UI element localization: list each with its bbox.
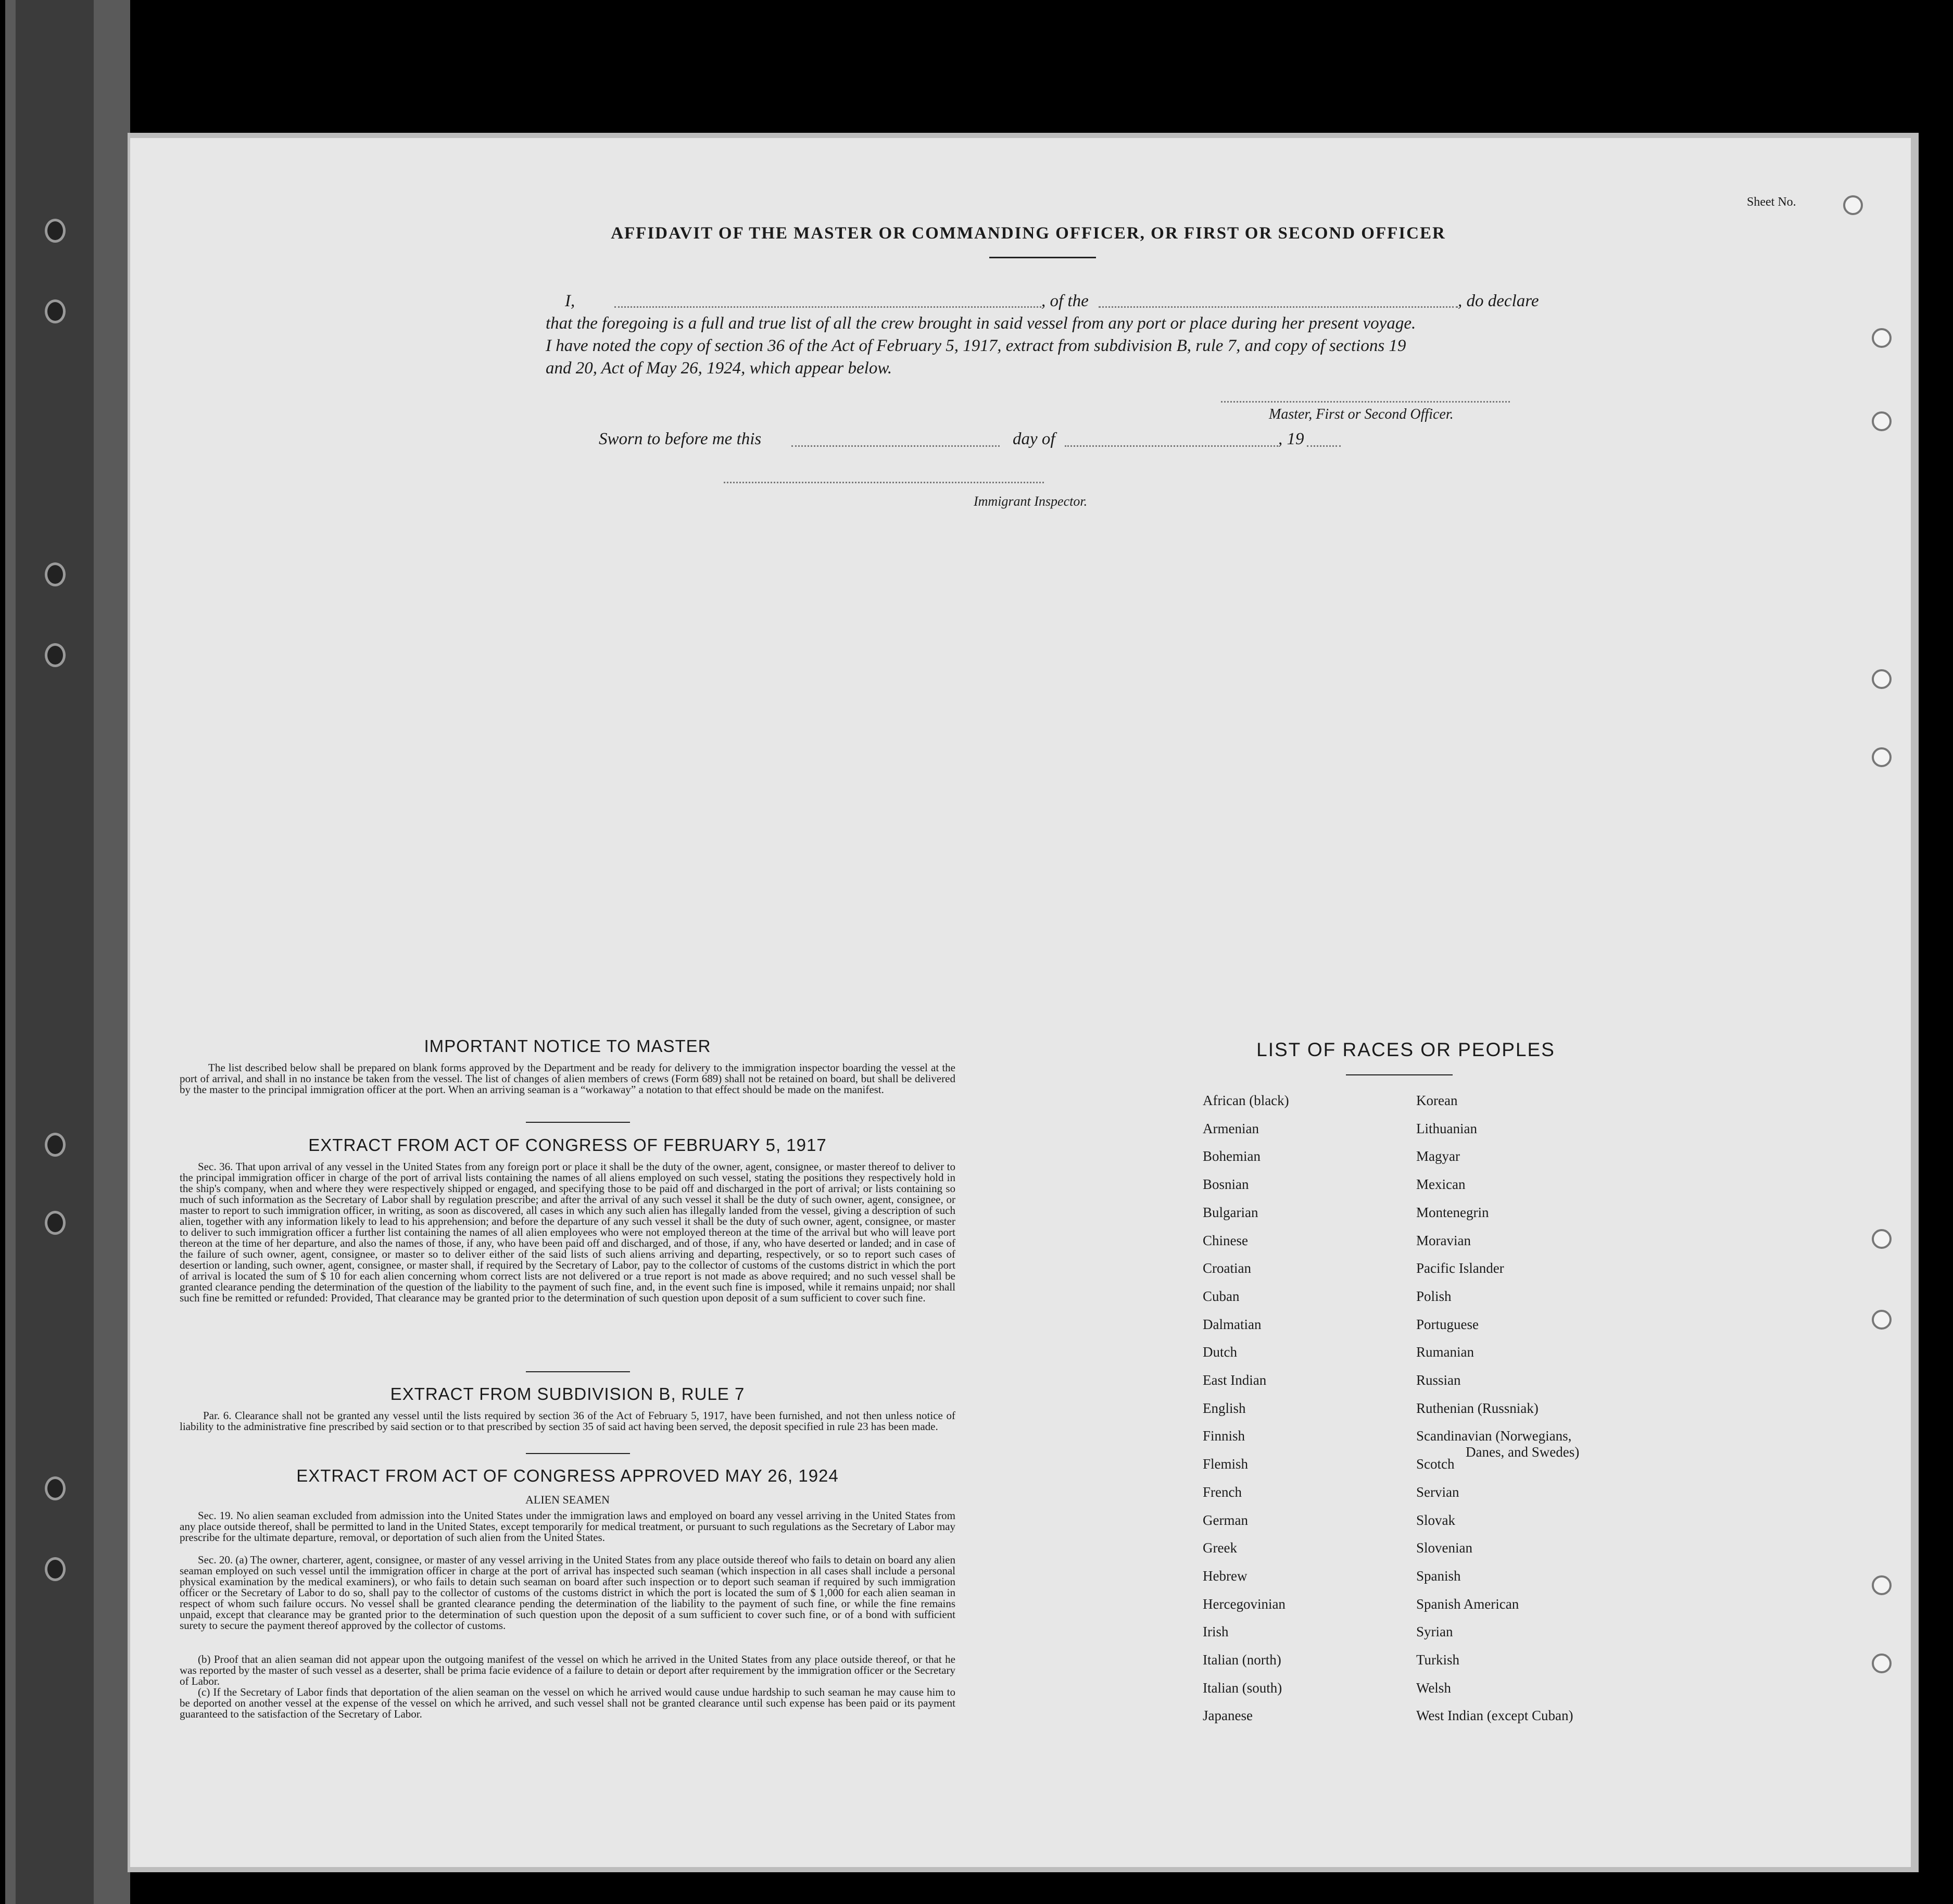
sworn-month-field[interactable]: [1065, 445, 1278, 447]
punch-hole: [1872, 1575, 1892, 1595]
year-label: , 19: [1278, 430, 1304, 448]
affidavit-line-2: that the foregoing is a full and true list of all the crew brought in said vessel from any port or place during her present voyage.: [546, 314, 1416, 333]
race-item: Dutch: [1203, 1344, 1237, 1360]
race-item: Moravian: [1416, 1233, 1471, 1248]
race-item: Rumanian: [1416, 1344, 1474, 1360]
race-item: German: [1203, 1512, 1248, 1528]
binder-ring: [45, 219, 66, 243]
race-item: Japanese: [1203, 1708, 1253, 1723]
race-item: Chinese: [1203, 1233, 1248, 1248]
divider: [526, 1453, 630, 1454]
punch-hole: [1872, 747, 1892, 767]
race-item: Servian: [1416, 1484, 1459, 1500]
sec-20b-text: (b) Proof that an alien seaman did not appear upon the outgoing manifest of the vessel on which he arrived in the United States from any place outside thereof, or that he was reported by the master of such vessel as a deserter, shall be prima facie evidence of a failure to detain or deport after requirement by the immigration officer or the Secretary of Labor.: [180, 1653, 955, 1687]
extract-1917-title: EXTRACT FROM ACT OF CONGRESS OF FEBRUARY 5, 1917: [308, 1135, 827, 1155]
divider: [526, 1371, 630, 1372]
inspector-signature-line[interactable]: [724, 482, 1044, 483]
divider: [526, 1122, 630, 1123]
race-item: Spanish: [1416, 1568, 1461, 1584]
race-item: Slovenian: [1416, 1540, 1472, 1556]
extract-1917-text: Sec. 36. That upon arrival of any vessel in the United States from any foreign port or place it shall be the duty of the owner, agent, consignee, or master thereof to deliver to the principal immigration officer in charge of the port of arrival lists containing the names of all aliens employed on such vessel, stating the positions they respectively hold in the ship's company, when and where they were respectively shipped or engaged, and specifying those to be paid off and discharged in the port of arrival; or lists containing so much of such information as the Secretary of Labor shall by regulation prescribe; and after the arrival of any such vessel it shall be the duty of such owner, agent, consignee, or master to report to such immigration officer, in writing, as soon as discovered, all cases in which any such alien has illegally landed from the vessel, giving a description of such alien, together with any information likely to lead to his apprehension; and before the departure of any such vessel it shall be the duty of such owner, agent, consignee, or master to deliver to such immigration officer a further list containing the names of all alien employees who were not employed thereon at the time of the arrival but who will leave port thereon at the time of her departure, and also the names of those, if any, who have been paid off and discharged, and of those, if any, who have deserted or landed; and in case of the failure of such owner, agent, consignee, or master so to deliver either of the said lists of such aliens arriving and departing, respectively, or so to report such cases of desertion or landing, such owner, agent, consignee, or master shall, if required by the Secretary of Labor, pay to the collector of customs of the customs district in which the port of arrival is located the sum of $ 10 for each alien concerning whom correct lists are not delivered or a true report is not made as above required; and no such vessel shall be granted clearance pending the determination of the question of the liability to the payment of such fine, and, in the event such fine is imposed, while it remains unpaid; nor shall such fine be remitted or refunded: Provided, That clearance may be granted prior to the determination of such question upon deposit of a sum sufficient to cover such fine.: [180, 1160, 955, 1304]
affidavit-i-label: I,: [565, 292, 575, 310]
alien-seamen-subtitle: ALIEN SEAMEN: [525, 1493, 610, 1506]
affidavit-line-3: I have noted the copy of section 36 of the Act of February 5, 1917, extract from subdivision B, rule 7, and copy of sections 19: [546, 336, 1406, 355]
race-item: Korean: [1416, 1093, 1458, 1108]
sec-20c-text: (c) If the Secretary of Labor finds that deportation of the alien seaman on the vessel on which he arrived would cause undue hardship to such seaman he may cause him to be deported on another vessel at the expense of the vessel on which he arrived, and such vessel shall not be granted clearance until such expense has been paid or its payment guaranteed to the satisfaction of the Secretary of Labor.: [180, 1686, 955, 1720]
binder-ring: [45, 1211, 66, 1235]
binder-ring: [45, 1557, 66, 1581]
sworn-label: Sworn to before me this: [599, 430, 762, 448]
notice-text: The list described below shall be prepared on blank forms approved by the Department and be ready for delivery to the immigration inspector boarding the vessel at the port of arrival, and shall in no instance be taken from the vessel. The list of changes of alien members of crews (Form 689) shall not be retained on board, but shall be delivered by the master to the principal immigration officer at the port. When an arriving seaman is a “workaway” a notation to that effect should be made on the manifest.: [180, 1061, 955, 1096]
race-item: Portuguese: [1416, 1317, 1479, 1332]
binder-ring: [45, 562, 66, 586]
punch-hole: [1843, 195, 1863, 215]
race-item: Spanish American: [1416, 1596, 1519, 1612]
punch-hole: [1872, 1229, 1892, 1249]
race-item: Slovak: [1416, 1512, 1456, 1528]
race-item: Bosnian: [1203, 1176, 1249, 1192]
race-item: Bohemian: [1203, 1148, 1261, 1164]
master-signature-caption: Master, First or Second Officer.: [1269, 406, 1454, 422]
do-declare-label: , do declare: [1458, 292, 1539, 310]
race-item: Dalmatian: [1203, 1317, 1262, 1332]
sworn-year-field[interactable]: [1307, 445, 1341, 447]
races-title: LIST OF RACES OR PEOPLES: [1256, 1039, 1555, 1060]
binder-ring: [45, 643, 66, 667]
subdivision-b-text: Par. 6. Clearance shall not be granted any vessel until the lists required by section 36 of the Act of February 5, 1917, have been furnished, and not then unless notice of liability to the administrative fine prescribed by said section or to that prescribed by section 35 of said act having been served, the deposit specified in rule 23 has been made.: [180, 1409, 955, 1433]
day-of-label: day of: [1013, 430, 1055, 448]
race-item: Scandinavian (Norwegians,: [1416, 1428, 1572, 1444]
race-item: French: [1203, 1484, 1242, 1500]
race-item: Italian (north): [1203, 1652, 1281, 1668]
race-item: African (black): [1203, 1093, 1289, 1108]
sworn-day-field[interactable]: [791, 445, 1000, 447]
binder-ring: [45, 1133, 66, 1157]
affidavit-line-4: and 20, Act of May 26, 1924, which appear below.: [546, 359, 892, 378]
of-the-label: , of the: [1041, 292, 1089, 310]
title-rule: [989, 257, 1096, 258]
race-item: Croatian: [1203, 1260, 1251, 1276]
sheet-number-label: Sheet No.: [1747, 195, 1796, 209]
vessel-field[interactable]: [1099, 306, 1458, 308]
race-item: Pacific Islander: [1416, 1260, 1504, 1276]
extract-1924-title: EXTRACT FROM ACT OF CONGRESS APPROVED MAY 26, 1924: [296, 1466, 839, 1485]
punch-hole: [1872, 1310, 1892, 1330]
race-item: Hercegovinian: [1203, 1596, 1286, 1612]
race-item: East Indian: [1203, 1372, 1267, 1388]
race-item: Finnish: [1203, 1428, 1245, 1444]
binder-ring: [45, 1476, 66, 1500]
race-item: Bulgarian: [1203, 1205, 1258, 1220]
subdivision-b-title: EXTRACT FROM SUBDIVISION B, RULE 7: [390, 1384, 745, 1404]
races-title-rule: [1346, 1074, 1453, 1075]
race-item: Cuban: [1203, 1288, 1240, 1304]
name-field[interactable]: [614, 306, 1041, 308]
binder-strip: [16, 0, 94, 1904]
race-item: Ruthenian (Russniak): [1416, 1400, 1539, 1416]
race-item: Magyar: [1416, 1148, 1460, 1164]
race-item: Scotch: [1416, 1456, 1455, 1472]
affidavit-title: AFFIDAVIT OF THE MASTER OR COMMANDING OFFICER, OR FIRST OR SECOND OFFICER: [611, 224, 1446, 243]
punch-hole: [1872, 669, 1892, 689]
race-item: Welsh: [1416, 1680, 1451, 1696]
race-item: Mexican: [1416, 1176, 1466, 1192]
master-signature-line[interactable]: [1221, 401, 1510, 403]
notice-title: IMPORTANT NOTICE TO MASTER: [424, 1036, 711, 1056]
race-item: Irish: [1203, 1624, 1229, 1639]
race-item: Polish: [1416, 1288, 1452, 1304]
punch-hole: [1872, 1654, 1892, 1673]
race-item: Syrian: [1416, 1624, 1453, 1639]
punch-hole: [1872, 411, 1892, 431]
race-item: Flemish: [1203, 1456, 1249, 1472]
race-item-continued: Danes, and Swedes): [1466, 1444, 1580, 1460]
race-item: Turkish: [1416, 1652, 1460, 1668]
race-item: Lithuanian: [1416, 1121, 1477, 1136]
inspector-caption: Immigrant Inspector.: [974, 494, 1088, 509]
race-item: Hebrew: [1203, 1568, 1248, 1584]
race-item: Greek: [1203, 1540, 1237, 1556]
sec-19-text: Sec. 19. No alien seaman excluded from admission into the United States under the immigration laws and employed on board any vessel arriving in the United States from any place outside thereof, shall be permitted to land in the United States, except temporarily for medical treatment, or pursuant to such regulations as the Secretary of Labor may prescribe for the ultimate departure, removal, or deportation of such alien from the United States.: [180, 1509, 955, 1544]
race-item: Montenegrin: [1416, 1205, 1489, 1220]
race-item: Armenian: [1203, 1121, 1259, 1136]
race-item: Russian: [1416, 1372, 1461, 1388]
punch-hole: [1872, 328, 1892, 348]
race-item: English: [1203, 1400, 1246, 1416]
race-item: Italian (south): [1203, 1680, 1282, 1696]
binder-ring: [45, 299, 66, 323]
sec-20a-text: Sec. 20. (a) The owner, charterer, agent, consignee, or master of any vessel arriving in the United States from any place outside thereof who fails to detain on board any alien seaman employed on such vessel until the immigration officer in charge at the port of arrival has inspected such seaman (which inspection in all cases shall include a personal physical examination by the medical examiners), or who fails to detain such seaman on board after such inspection or to deport such seaman if required by such immigration officer or the Secretary of Labor to do so, shall pay to the collector of customs of the customs district in which the port is located the sum of $ 1,000 for each alien seaman in respect of whom such failure occurs. No vessel shall be granted clearance pending the determination of the liability to the payment of such fine, or while the fine remains unpaid, except that clearance may be granted prior to the determination of such question upon the deposit of a sum sufficient to cover such fine, or of a bond with sufficient surety to secure the payment thereof approved by the collector of customs.: [180, 1554, 955, 1632]
race-item: West Indian (except Cuban): [1416, 1708, 1573, 1723]
